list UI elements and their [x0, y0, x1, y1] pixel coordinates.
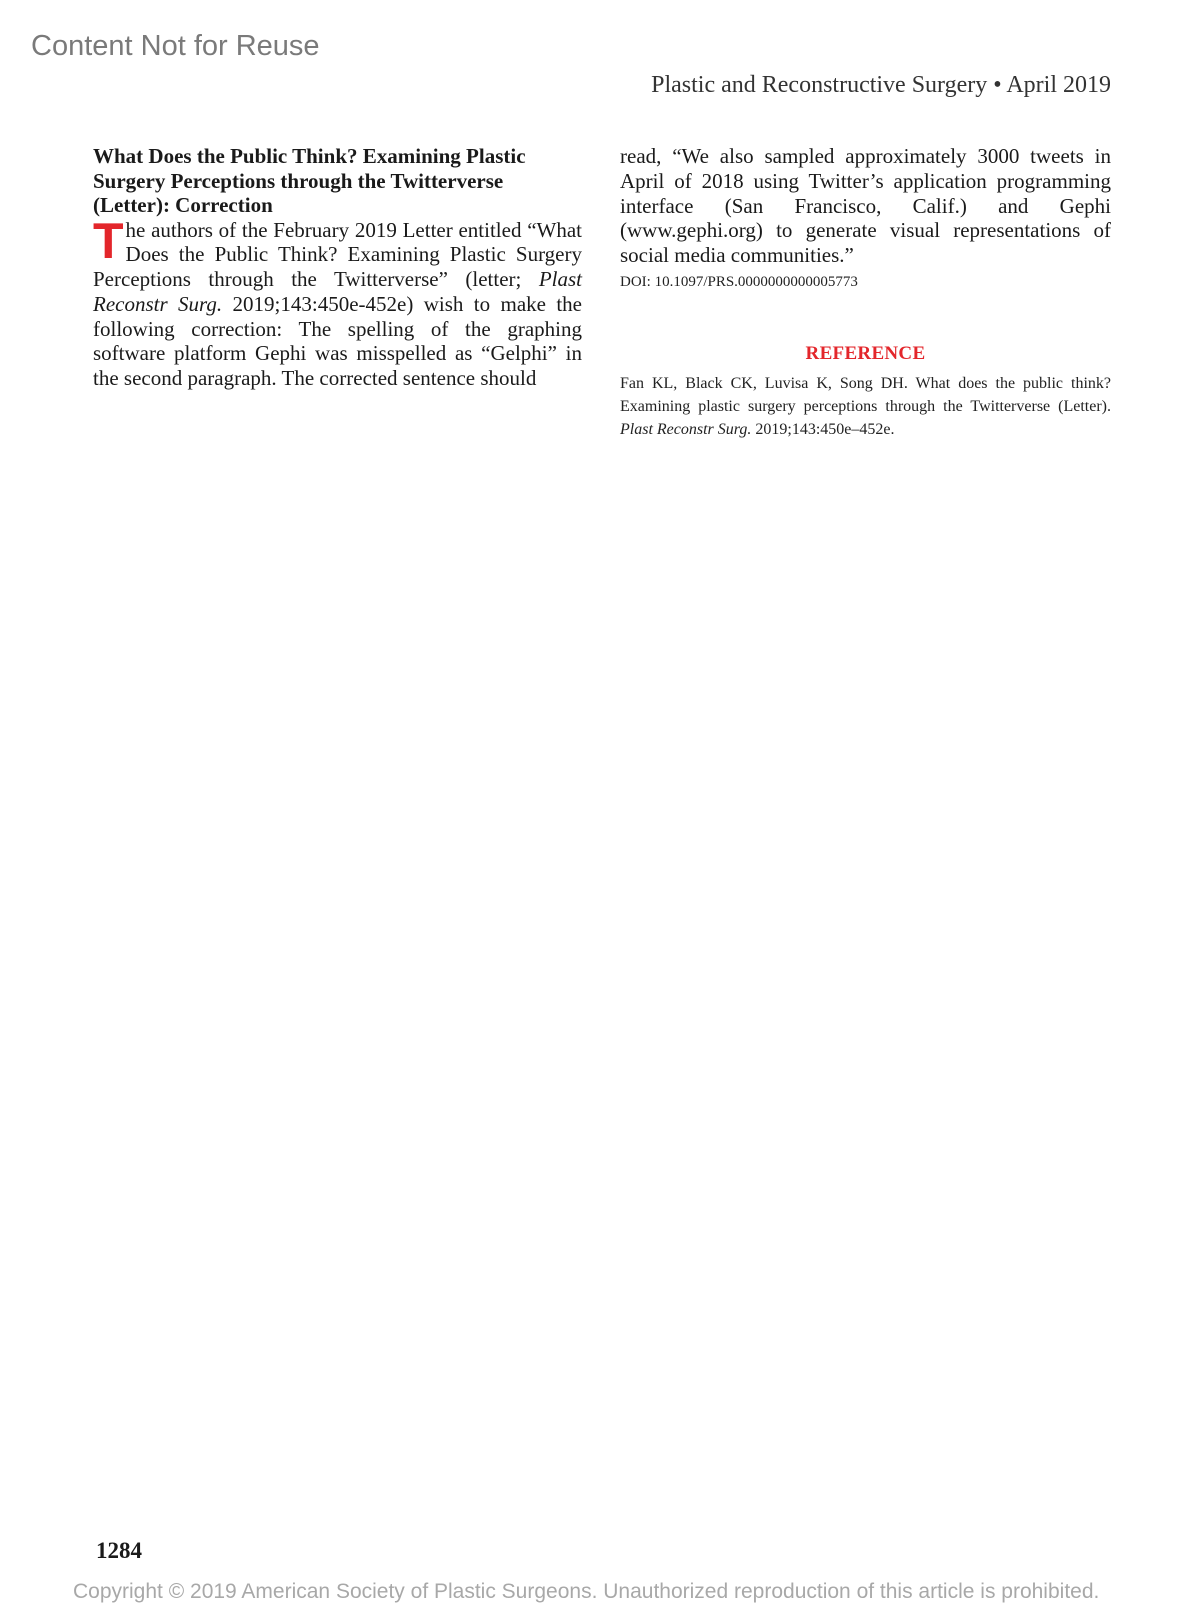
article-body-right: read, “We also sampled approximately 3000 tweets in April of 2018 using Twitter’s application programming interface (San Francisco, Calif.) and Gephi (www.gephi.org) to generate visual representations of social media communities.”	[620, 144, 1111, 268]
reference-heading: REFERENCE	[805, 342, 926, 364]
article-column-left	[93, 144, 582, 391]
watermark-top: Content Not for Reuse	[31, 30, 320, 62]
reference-part1: Fan KL, Black CK, Luvisa K, Song DH. What does the public think? Examining plastic surgery perceptions through the Twitterverse (Letter).	[620, 375, 1111, 416]
article-body-left	[93, 212, 582, 392]
dropcap-letter: T	[93, 212, 124, 269]
article-title: What Does the Public Think? Examining Plastic Surgery Perceptions through the Twitterverse (Letter): Correction	[93, 144, 526, 217]
body-part1: he authors of the February 2019 Letter entitled “What Does the Public Think? Examining Plastic Surgery Perceptions through the Twitterverse” (letter;	[93, 217, 582, 292]
body-part2-left: 2019;143:450e-452e) wish to make the following correction: The spelling of the graphing software platform Gephi was misspelled as “Gelphi” in the second paragraph. The corrected sentence should	[93, 291, 582, 391]
page-number: 1284	[96, 1538, 142, 1563]
reference-entry	[620, 372, 1111, 441]
article-column-right	[620, 144, 1111, 457]
reference-part2: 2019;143:450e–452e.	[751, 421, 895, 439]
running-head: Plastic and Reconstructive Surgery • April 2019	[651, 72, 1111, 98]
doi: DOI: 10.1097/PRS.0000000000005773	[620, 273, 858, 290]
reference-journal: Plast Reconstr Surg.	[620, 421, 752, 439]
copyright-notice: Copyright © 2019 American Society of Plastic Surgeons. Unauthorized reproduction of this article is prohibited.	[73, 1580, 1100, 1603]
body-journal: Plast Reconstr Surg.	[93, 267, 582, 316]
